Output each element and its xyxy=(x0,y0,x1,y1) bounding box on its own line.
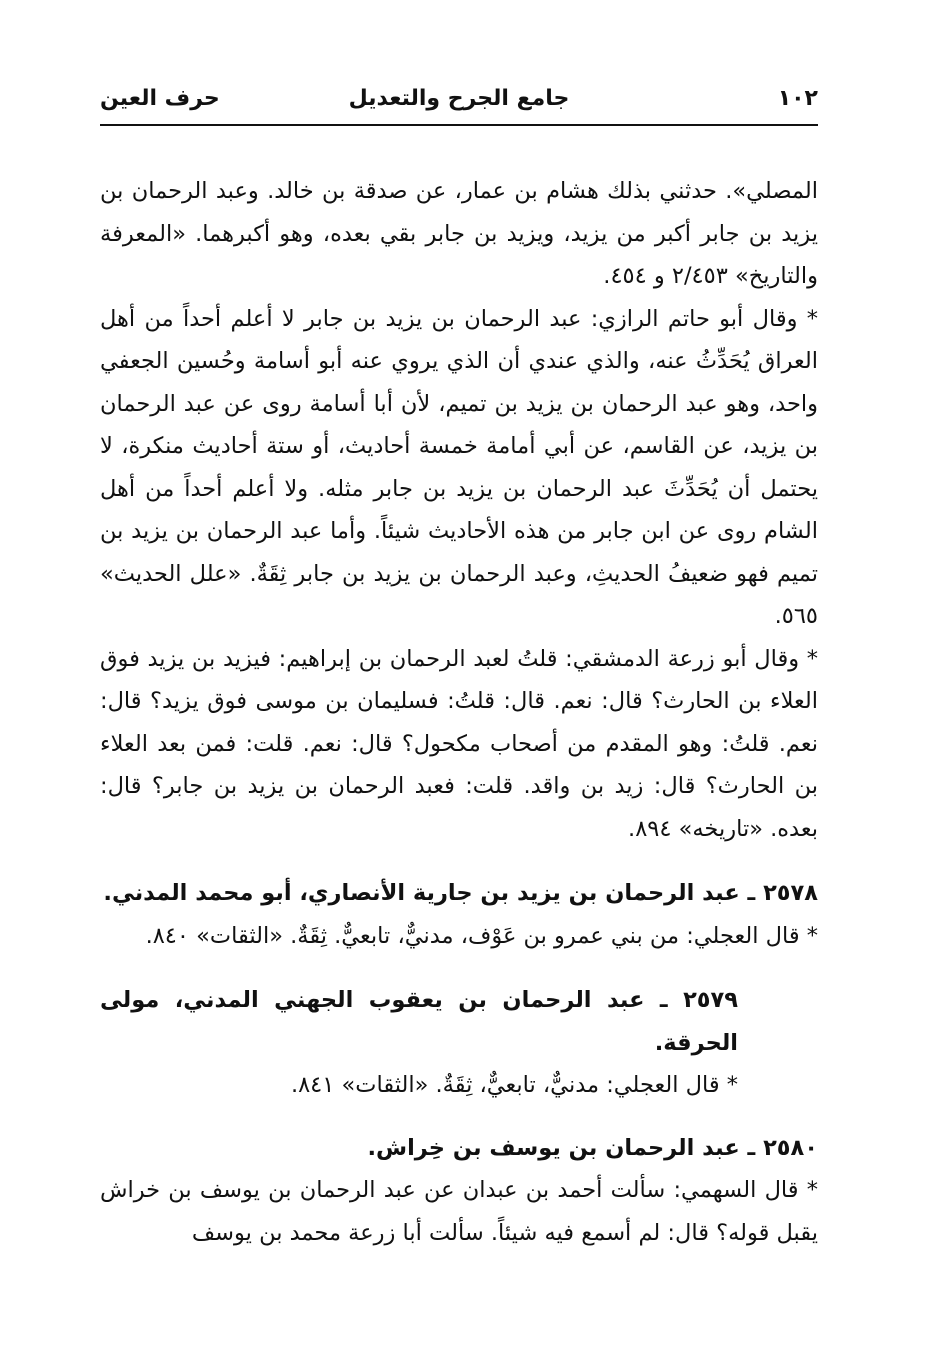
book-title: جامع الجرح والتعديل xyxy=(348,86,570,111)
page-number: ١٠٢ xyxy=(777,86,818,111)
spacer xyxy=(100,1107,818,1127)
spacer xyxy=(100,957,818,979)
entry-text-2578: * قال العجلي: من بني عمرو بن عَوْف، مدنيٌّ، تابعيٌّ. ثِقَةٌ. «الثقات» ٨٤٠. xyxy=(145,922,818,949)
entry-text-2579: * قال العجلي: مدنيٌّ، تابعيٌّ، ثِقَةٌ. «الثقات» ٨٤١. xyxy=(290,1072,738,1098)
paragraph-abu-zura: * وقال أبو زرعة الدمشقي: قلتُ لعبد الرحمان بن إبراهيم: فيزيد بن يزيد فوق العلاء بن الحارث؟ قال: نعم. قال: قلتُ: فسليمان بن موسى فوق يزيد؟ قال: نعم. قلتُ: وهو المقدم من أصحاب مكحول؟ قال: نعم. قلت: فمن بعد العلاء بن الحارث؟ قال: زيد بن واقد. قلت: فعبد الرحمان بن يزيد بن جابر؟ قال: بعده. «تاريخه» ٨٩٤. xyxy=(100,645,818,842)
paragraph-abu-hatim: * وقال أبو حاتم الرازي: عبد الرحمان بن يزيد بن جابر لا أعلم أحداً من أهل العراق يُحَدِّثُ عنه، والذي عندي أن الذي يروي عنه أبو أسامة وحُسين الجعفي واحد، وهو عبد الرحمان بن يزيد بن تميم، لأن أبا أسامة روى عن عبد الرحمان بن يزيد، عن القاسم، عن أبي أمامة خمسة أحاديث، أو ستة أحاديث منكرة، لا يحتمل أن يُحَدِّثَ عبد الرحمان بن يزيد بن جابر مثله. ولا أعلم أحداً من أهل الشام روى عن ابن جابر من هذه الأحاديث شيئاً. وأما عبد الرحمان بن يزيد بن تميم فهو ضعيفُ الحديثِ، وعبد الرحمان بن يزيد بن جابر ثِقَةٌ. «علل الحديث» ٥٦٥. xyxy=(100,305,818,629)
paragraph-continuation: المصلي». حدثني بذلك هشام بن عمار، عن صدقة بن خالد. وعبد الرحمان بن يزيد بن جابر أكبر من يزيد، ويزيد بن جابر بقي بعده، وهو أكبرهما. «المعرفة والتاريخ» ٢/٤٥٣ و ٤٥٤. xyxy=(100,178,818,289)
entry-text-2580: * قال السهمي: سألت أحمد بن عبدان عن عبد الرحمان بن يوسف بن خراش يقبل قوله؟ قال: لم أسمع فيه شيئاً. سألت أبا زرعة محمد بن يوسف xyxy=(100,1177,818,1246)
entry-heading-2578: ٢٥٧٨ ـ عبد الرحمان بن يزيد بن جارية الأنصاري، أبو محمد المدني. xyxy=(103,880,818,906)
spacer xyxy=(100,850,818,872)
page-header xyxy=(100,84,818,126)
entry-heading-2580: ٢٥٨٠ ـ عبد الرحمان بن يوسف بن خِراش. xyxy=(367,1134,818,1161)
entry-heading-2579: ٢٥٧٩ ـ عبد الرحمان بن يعقوب الجهني المدني، مولى الحرقة. xyxy=(100,987,738,1056)
section-title: حرف العين xyxy=(100,86,220,111)
page-body xyxy=(100,170,818,1254)
